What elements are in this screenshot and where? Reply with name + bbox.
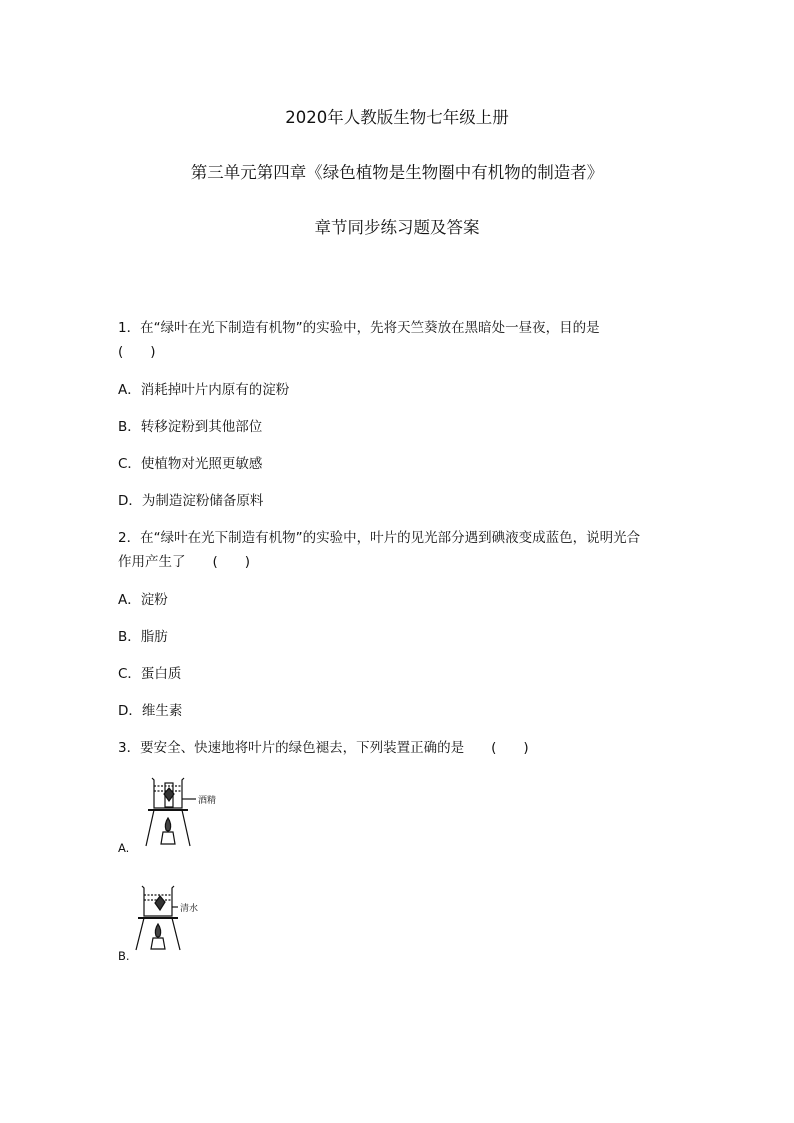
apparatus-a-figure bbox=[140, 774, 250, 850]
question-1-stem-cont: ( ) bbox=[118, 344, 156, 360]
question-3-option-a-letter: A. bbox=[118, 841, 130, 855]
question-2-option-a: A．淀粉 bbox=[118, 592, 168, 608]
question-2-option-d: D．维生素 bbox=[118, 703, 183, 719]
question-2-stem: 2．在“绿叶在光下制造有机物”的实验中，叶片的见光部分遇到碘液变成蓝色，说明光合 bbox=[118, 530, 641, 546]
question-1-stem: 1．在“绿叶在光下制造有机物”的实验中，先将天竺葵放在黑暗处一昼夜，目的是 bbox=[118, 320, 600, 336]
question-1-option-a: A．消耗掉叶片内原有的淀粉 bbox=[118, 382, 290, 398]
question-2-stem-cont: 作用产生了 ( ) bbox=[118, 554, 251, 570]
question-2-option-c: C．蛋白质 bbox=[118, 666, 182, 682]
question-1-option-c: C．使植物对光照更敏感 bbox=[118, 456, 263, 472]
question-3-stem: 3．要安全、快速地将叶片的绿色褪去，下列装置正确的是 ( ) bbox=[118, 740, 529, 756]
chapter-title: 第三单元第四章《绿色植物是生物圈中有机物的制造者》 bbox=[190, 163, 604, 182]
document-title: 2020年人教版生物七年级上册 bbox=[285, 108, 509, 127]
question-1-option-b: B．转移淀粉到其他部位 bbox=[118, 419, 263, 435]
question-3-option-b-letter: B. bbox=[118, 949, 130, 963]
question-2-option-b: B．脂肪 bbox=[118, 629, 168, 645]
document-subtitle: 章节同步练习题及答案 bbox=[314, 218, 480, 237]
question-1-option-d: D．为制造淀粉储备原料 bbox=[118, 493, 264, 509]
apparatus-b-liquid-label: 清水 bbox=[180, 904, 199, 914]
apparatus-a-liquid-label: 酒精 bbox=[198, 796, 217, 806]
apparatus-b-figure bbox=[134, 882, 244, 958]
